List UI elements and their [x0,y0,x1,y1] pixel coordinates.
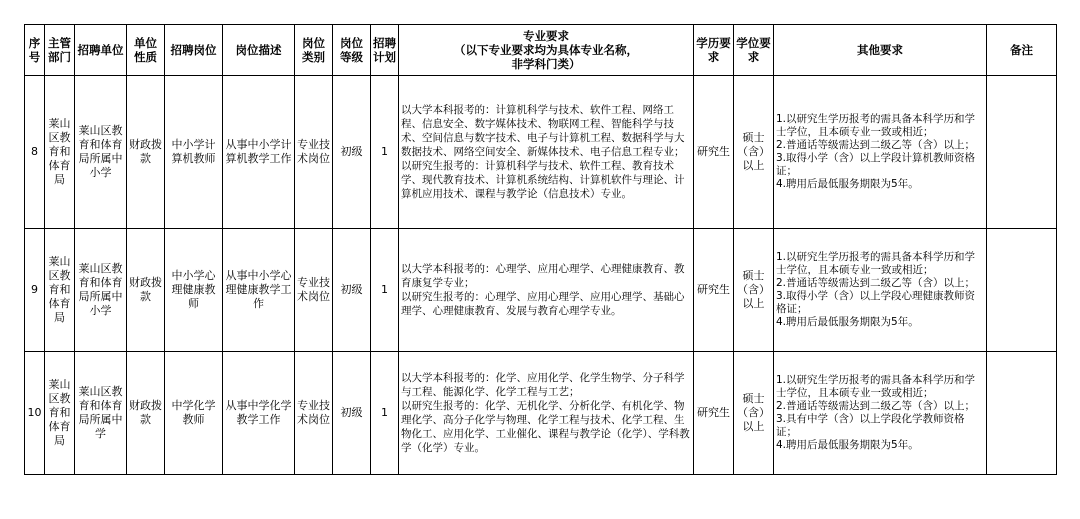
cell-nature: 财政拨款 [127,76,165,229]
header-nature: 单位性质 [127,25,165,76]
cell-nature: 财政拨款 [127,352,165,475]
cell-unit: 莱山区教育和体育局所属中小学 [75,76,127,229]
cell-degree: 硕士（含）以上 [734,352,774,475]
cell-dept: 莱山区教育和体育局 [45,229,75,352]
cell-other [774,352,987,475]
header-remark: 备注 [987,25,1057,76]
header-row [25,25,1057,76]
cell-remark [987,76,1057,229]
other-req-3: 3.具有中学（含）以上学段化学教师资格证； [776,413,965,438]
cell-major [399,352,694,475]
cell-seq: 8 [25,76,45,229]
cell-category: 专业技术岗位 [295,229,333,352]
other-req-1: 1.以研究生学历报考的需具备本科学历和学士学位，且本硕专业一致或相近； [776,113,976,138]
cell-degree: 硕士（含）以上 [734,229,774,352]
header-major-title: 专业要求 [523,29,569,43]
header-dept: 主管部门 [45,25,75,76]
major-graduate: 以研究生报考的：心理学、应用心理学、应用心理学、基础心理学、心理健康教育、发展与教育心理学专业。 [401,291,685,317]
header-plan: 招聘计划 [371,25,399,76]
cell-other [774,76,987,229]
other-req-1: 1.以研究生学历报考的需具备本科学历和学士学位，且本硕专业一致或相近； [776,374,976,399]
other-req-4: 4.聘用后最低服务期限为5年。 [776,178,919,190]
cell-desc: 从事中小学计算机教学工作 [223,76,295,229]
cell-level: 初级 [333,229,371,352]
major-graduate: 以研究生报考的：计算机科学与技术、软件工程、教育技术学、现代教育技术、计算机系统结构、计算机软件与理论、计算机应用技术、课程与教学论（信息技术）专业。 [401,160,685,200]
cell-unit: 莱山区教育和体育局所属中小学 [75,229,127,352]
other-req-3: 3.取得小学（含）以上学段计算机教师资格证； [776,152,976,177]
major-undergrad: 以大学本科报考的：化学、应用化学、化学生物学、分子科学与工程、能源化学、化学工程与工艺； [401,372,685,398]
other-req-2: 2.普通话等级需达到二级乙等（含）以上； [776,139,976,151]
cell-post: 中小学计算机教师 [165,76,223,229]
other-req-4: 4.聘用后最低服务期限为5年。 [776,316,919,328]
cell-plan: 1 [371,352,399,475]
cell-other [774,229,987,352]
other-req-2: 2.普通话等级需达到二级乙等（含）以上； [776,400,976,412]
cell-dept: 莱山区教育和体育局 [45,352,75,475]
cell-major [399,76,694,229]
header-major-note: （以下专业要求均为具体专业名称， [454,43,638,57]
cell-level: 初级 [333,76,371,229]
other-req-1: 1.以研究生学历报考的需具备本科学历和学士学位，且本硕专业一致或相近； [776,251,976,276]
header-education: 学历要求 [694,25,734,76]
cell-remark [987,352,1057,475]
cell-remark [987,229,1057,352]
cell-degree: 硕士（含）以上 [734,76,774,229]
major-undergrad: 以大学本科报考的：心理学、应用心理学、心理健康教育、教育康复学专业； [401,263,685,289]
header-post: 招聘岗位 [165,25,223,76]
table-row [25,229,1057,352]
header-major-note-2: 非学科门类） [511,57,581,71]
cell-education: 研究生 [694,229,734,352]
recruitment-table [24,24,1057,475]
cell-nature: 财政拨款 [127,229,165,352]
header-level: 岗位等级 [333,25,371,76]
cell-seq: 9 [25,229,45,352]
cell-seq: 10 [25,352,45,475]
other-req-2: 2.普通话等级需达到二级乙等（含）以上； [776,277,976,289]
cell-category: 专业技术岗位 [295,76,333,229]
cell-desc: 从事中小学心理健康教学工作 [223,229,295,352]
other-req-3: 3.取得小学（含）以上学段心理健康教师资格证； [776,290,976,315]
table-row [25,76,1057,229]
major-undergrad: 以大学本科报考的：计算机科学与技术、软件工程、网络工程、信息安全、数字媒体技术、物联网工程、智能科学与技术、空间信息与数字技术、电子与计算机工程、数据科学与大数据技术、网络空间安全、新媒体技术、电子信息工程专业； [401,104,685,158]
header-degree: 学位要求 [734,25,774,76]
cell-desc: 从事中学化学教学工作 [223,352,295,475]
other-req-4: 4.聘用后最低服务期限为5年。 [776,439,919,451]
cell-plan: 1 [371,76,399,229]
header-major [399,25,694,76]
cell-education: 研究生 [694,352,734,475]
header-seq: 序号 [25,25,45,76]
table-row [25,352,1057,475]
cell-plan: 1 [371,229,399,352]
cell-unit: 莱山区教育和体育局所属中学 [75,352,127,475]
cell-dept: 莱山区教育和体育局 [45,76,75,229]
cell-post: 中学化学教师 [165,352,223,475]
header-other: 其他要求 [774,25,987,76]
header-category: 岗位类别 [295,25,333,76]
cell-major [399,229,694,352]
cell-level: 初级 [333,352,371,475]
header-unit: 招聘单位 [75,25,127,76]
header-desc: 岗位描述 [223,25,295,76]
cell-post: 中小学心理健康教师 [165,229,223,352]
cell-education: 研究生 [694,76,734,229]
cell-category: 专业技术岗位 [295,352,333,475]
major-graduate: 以研究生报考的：化学、无机化学、分析化学、有机化学、物理化学、高分子化学与物理、化学工程与技术、化学工程、生物化工、应用化学、工业催化、课程与教学论（化学）、学科教学（化学）专业。 [401,400,690,454]
